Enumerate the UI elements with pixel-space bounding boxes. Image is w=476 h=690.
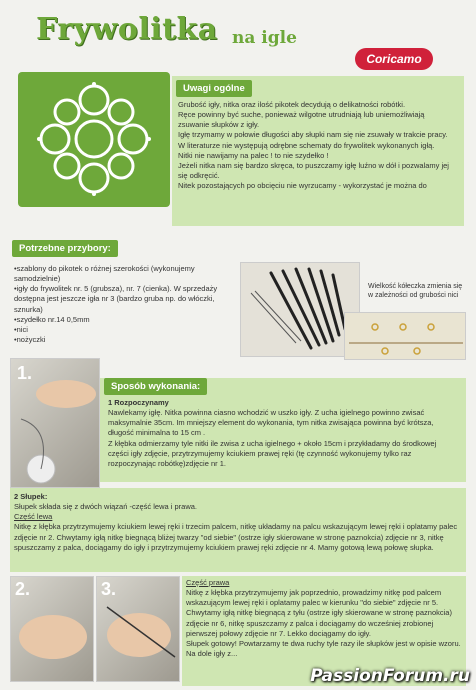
tools-list	[14, 264, 229, 345]
step-1-photo	[10, 358, 100, 488]
hand-icon	[11, 577, 95, 683]
right-part-paragraph: Nitkę z kłębka przytrzymujemy jak poprzednio, prowadzimy nitkę pod palcem wskazującym lewej ręki i oplatamy palec w kierunku "do siebie" zdjęcie nr 5. Chwytamy igłą nitkę biegnącą z tyłu (ostrze igły skierowane w stronę paznokcia) zdjęcie nr 6, nitkę spuszczamy z palca i dociągamy do wcześniej zrobionej pierwszej połowy zdjęcie nr 7. Lekko dociągamy do igły.	[186, 588, 452, 638]
step-1-title: 1 Rozpoczynamy	[108, 398, 169, 407]
hand-needle-icon	[97, 577, 181, 683]
general-note: Nitek pozostających po obcięciu nie wyrzucamy - wykorzystać je można do	[178, 181, 427, 190]
right-part-paragraph: Na dole igły z...	[186, 648, 238, 658]
left-part-label: Część lewa	[14, 512, 53, 522]
photo-number: 2.	[15, 579, 31, 599]
general-note: Igłę trzymamy w połowie długości aby słupki nam się nie zsuwały w trakcie pracy.	[178, 130, 448, 140]
step-1-text	[108, 398, 454, 469]
lace-image	[18, 72, 170, 207]
general-note: Grubość igły, nitka oraz ilość pikotek decydują o delikatności robótki.	[178, 100, 406, 109]
tools-heading: Potrzebne przybory:	[12, 240, 118, 257]
right-part-text	[186, 578, 462, 659]
step-2-intro: Słupek składa się z dwóch wiązań -część lewa i prawa.	[14, 502, 197, 512]
tool-item: •nożyczki	[14, 334, 46, 344]
photo-number: 1.	[17, 363, 33, 383]
step-1-paragraph: Nawlekamy igłę. Nitka powinna ciasno wchodzić w uszko igły. Z ucha igielnego powinno zwisać maksymalnie 35cm. Im mniejszy element do wykonania, tym nitka zwisająca powinna być krótsza, długość minimalna to 15 cm .	[108, 408, 434, 438]
needles-icon	[241, 263, 361, 358]
picot-photo	[344, 312, 466, 360]
page-title: Frywolitka	[36, 12, 218, 47]
general-note: W literaturze nie występują odrębne schematy do frywolitek wykonanych igłą.	[178, 140, 435, 150]
needles-photo	[240, 262, 360, 357]
step-3-photo	[96, 576, 180, 682]
tools-caption: Wielkość kółeczka zmienia się w zależności od grubości nici	[368, 283, 463, 300]
page-subtitle: na igle	[232, 28, 297, 48]
general-note: Jeżeli nitka nam się bardzo skręca, to puszczamy igłę luźno w dół i pozwalamy jej się odkręcić.	[178, 160, 449, 180]
photo-number: 3.	[101, 579, 117, 599]
brand-logo: Coricamo	[355, 48, 433, 70]
general-notes-heading: Uwagi ogólne	[176, 80, 252, 97]
step-2-title: 2 Słupek:	[14, 492, 48, 501]
general-notes-text	[178, 100, 450, 191]
step-1-paragraph: Z kłębka odmierzamy tyle nitki ile zwisa z ucha igielnego + około 15cm i przykładamy do środkowej części igły zdjęcie, przytrzymujemy kciukiem prawej ręki (tę czynność wykonujemy tylko raz rozpoczynając robótkę)zdjęcie nr 1.	[108, 438, 437, 468]
right-part-paragraph: Słupek gotowy! Powtarzamy te dwa ruchy tyle razy ile słupków jest w opisie wzoru.	[186, 638, 461, 648]
method-heading: Sposób wykonania:	[104, 378, 207, 395]
step-2-photo	[10, 576, 94, 682]
tool-item: •igły do frywolitek nr. 5 (grubsza), nr. 7 (cienka). W sprzedaży dostępna jest jeszcze igła nr 3 (bardzo gruba np. do włóczki, sznurka)	[14, 284, 218, 314]
tool-item: •nici	[14, 324, 28, 334]
tool-item: •szydełko nr.14 0,5mm	[14, 314, 90, 324]
picot-sample-icon	[345, 313, 467, 361]
hand-thread-icon	[11, 359, 101, 489]
tool-item: •szablony do pikotek o różnej szerokości (wykonujemy samodzielnie)	[14, 264, 195, 284]
right-part-label: Część prawa	[186, 578, 230, 587]
left-part-text: Nitkę z kłębka przytrzymujemy kciukiem lewej ręki i trzecim palcem, nitkę układamy na palcu wskazującym lewej ręki i oplatamy palec zdjęcie nr 2. Chwytamy igłą nitkę biegnącą bliżej twarzy "od siebie" (ostrze igły skierowane w stronę paznokcia) zdjęcie nr 3, nitkę spuszczamy z palca, dociągamy do igły i przytrzymujemy kciukiem prawej ręki zdjęcie nr 4. Mamy gotową lewą połowę słupka.	[14, 522, 458, 552]
watermark: PassionForum.ru	[310, 666, 470, 686]
general-note: Ręce powinny być suche, ponieważ wilgotne utrudniają lub uniemożliwiają zsuwanie słupków z igły.	[178, 110, 425, 130]
lace-flower-icon	[18, 72, 170, 207]
general-note: Nitki nie nawijamy na palec ! to nie szydełko !	[178, 150, 329, 160]
step-2-text	[14, 492, 462, 553]
